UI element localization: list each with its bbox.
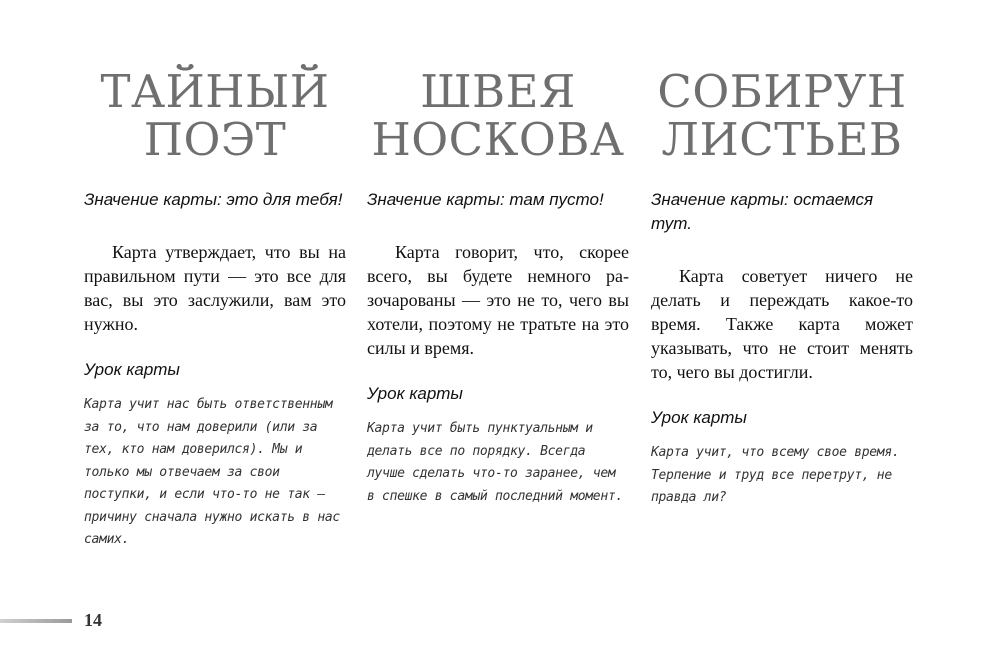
footer-rule [0, 619, 72, 623]
card-description: Карта советует ничего не делать и переждать какое-то время. Также карта может указывать, что не стоит менять то, чего вы достигли. [651, 266, 913, 382]
card-title-line-1: ТАЙНЫЙ [100, 65, 330, 118]
card-title-line-1: ШВЕЯ [420, 65, 576, 118]
card-meaning: Значение карты: остаемся тут. [651, 190, 874, 233]
card-column-2 [367, 65, 629, 508]
lesson-heading: Урок карты [84, 360, 180, 379]
card-title [651, 65, 913, 166]
card-column-3 [651, 65, 913, 510]
page-number: 14 [84, 610, 102, 630]
card-title-line-2: ПОЭТ [143, 113, 287, 166]
card-column-1 [84, 65, 346, 552]
card-meaning: Значение карты: это для тебя! [84, 190, 343, 209]
card-title-line-2: НОСКОВА [371, 113, 625, 166]
card-title-line-1: СОБИРУН [657, 65, 907, 118]
card-title-line-2: ЛИСТЬЕВ [661, 113, 903, 166]
lesson-text: Карта учит, что всему свое время. Терпение и труд все перетрут, не правда ли? [651, 445, 900, 505]
card-title [84, 65, 346, 166]
card-description: Карта утверждает, что вы на правильном пути — это все для вас, вы это заслужили, вам это нужно. [84, 242, 346, 334]
lesson-heading: Урок карты [651, 408, 747, 427]
card-title [367, 65, 629, 166]
lesson-text: Карта учит быть пунктуальным и делать все по порядку. Всегда лучше сделать что-то заранее, чем в спешке в самый последний момент. [367, 421, 623, 504]
lesson-heading: Урок карты [367, 384, 463, 403]
card-meaning: Значение карты: там пусто! [367, 190, 604, 209]
card-description: Карта говорит, что, скорее всего, вы будете немного разочарованы — это не то, чего вы хотели, поэтому не тратьте на это силы и время. [367, 242, 629, 358]
lesson-text: Карта учит нас быть ответственным за то, что нам доверили (или за тех, кто нам доверился). Мы и только мы отвечаем за свои поступки, и если что-то не так — причину сначала нужно искать в нас самих. [84, 397, 340, 547]
